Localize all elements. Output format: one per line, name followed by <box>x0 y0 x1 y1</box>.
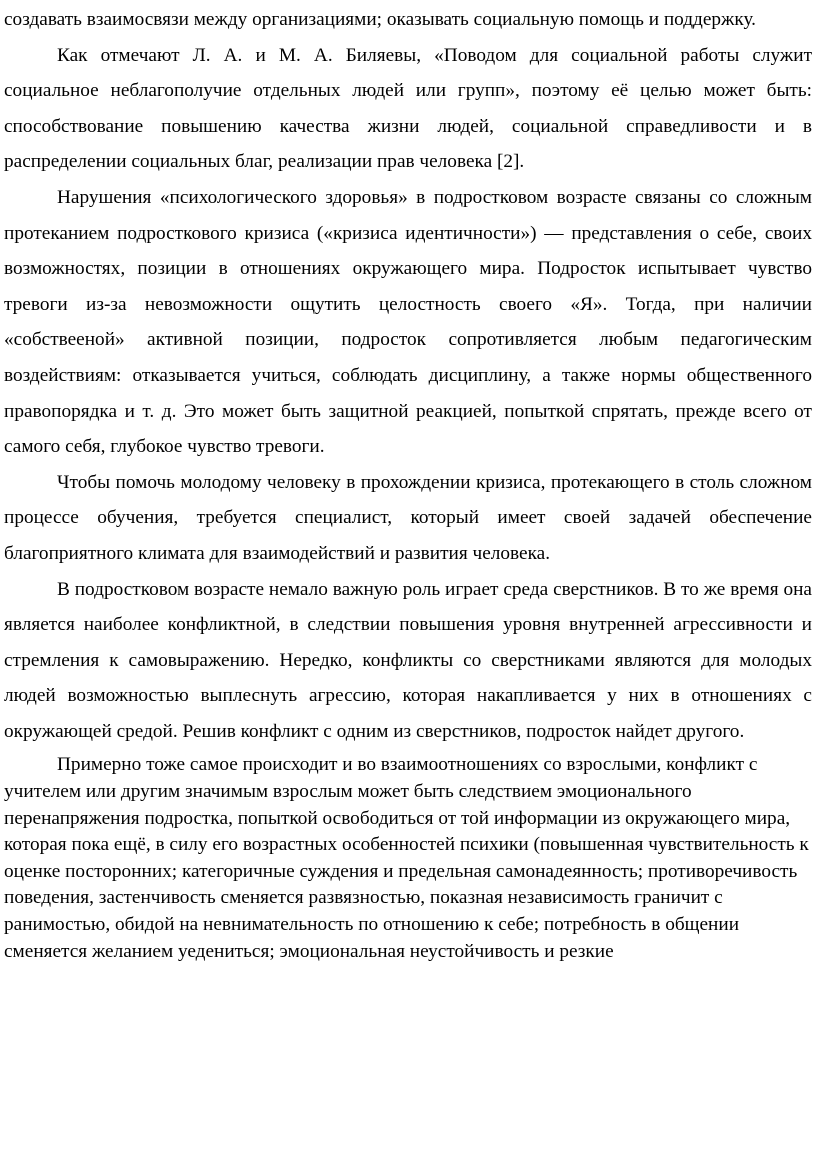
paragraph-peer-environment: В подростковом возрасте немало важную роль играет среда сверстников. В то же время она является наиболее конфликтной, в следствии повышения уровня внутренней агрессивности и стремления к самовыражению. Нередко, конфликты со сверстниками являются для молодых людей возможностью выплеснуть агрессию, которая накапливается у них в отношениях с окружающей средой. Решив конфликт с одним из сверстников, подросток найдет другого. <box>4 578 812 742</box>
paragraph-continuation: создавать взаимосвязи между организациями; оказывать социальную помощь и поддержку. <box>4 9 757 30</box>
paragraph-biliaevy-quote: Как отмечают Л. А. и М. А. Биляевы, «Поводом для социальной работы служит социальное неблагополучие отдельных людей или групп», поэтому её целью может быть: способствование повышению качества жизни людей, социальной справедливости и в распределении социальных благ, реализации прав человека [2]. <box>4 44 812 173</box>
paragraph-crisis-help: Чтобы помочь молодому человеку в прохождении кризиса, протекающего в столь сложном процессе обучения, требуется специалист, который имеет своей задачей обеспечение благоприятного климата для взаимодействий и развития человека. <box>4 471 812 564</box>
paragraph-adult-relations: Примерно тоже самое происходит и во взаимоотношениях со взрослыми, конфликт с учителем или другим значимым взрослым может быть следствием эмоционального перенапряжения подростка, попыткой освободиться от той информации из окружающего мира, которая пока ещё, в силу его возрастных особенностей психики (повышенная чувствительность к оценке посторонних; категоричные суждения и предельная самонадеянность; противоречивость поведения, застенчивость сменяется развязностью, показная независимость граничит с ранимостью, обидой на невнимательность по отношению к себе; потребность в общении сменяется желанием уедениться; эмоциональная неустойчивость и резкие <box>4 754 809 962</box>
paragraph-psychological-health: Нарушения «психологического здоровья» в подростковом возрасте связаны со сложным протеканием подросткового кризиса («кризиса идентичности») — представления о себе, своих возможностях, позиции в отношениях окружающего мира. Подросток испытывает чувство тревоги из-за невозможности ощутить целостность своего «Я». Тогда, при наличии «собствееной» активной позиции, подросток сопротивляется любым педагогическим воздействиям: отказывается учиться, соблюдать дисциплину, а также нормы общественного правопорядка и т. д. Это может быть защитной реакцией, попыткой спрятать, прежде всего от самого себя, глубокое чувство тревоги. <box>4 186 812 458</box>
